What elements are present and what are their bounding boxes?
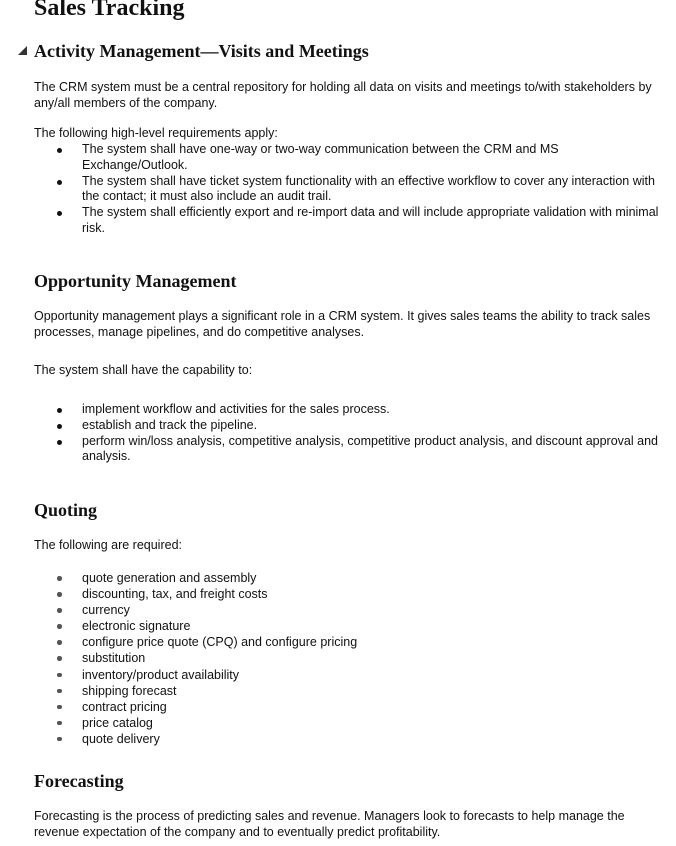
list-item bbox=[34, 602, 664, 618]
activity-requirements-lead: The following high-level requirements apply: bbox=[34, 126, 278, 140]
list-item-text: inventory/product availability bbox=[82, 667, 240, 682]
list-item-text: contract pricing bbox=[82, 699, 167, 714]
list-item bbox=[34, 174, 664, 206]
bullet-icon bbox=[57, 440, 62, 445]
quoting-requirements-list bbox=[34, 570, 664, 747]
quoting-requirements-lead: The following are required: bbox=[34, 538, 182, 552]
list-item bbox=[34, 434, 664, 466]
list-item-text: substitution bbox=[82, 651, 146, 666]
list-item-text: configure price quote (CPQ) and configure pricing bbox=[82, 635, 358, 650]
list-item-text: The system shall have ticket system functionality with an effective workflow to cover any interaction with the contact; it must also include an audit trail. bbox=[82, 173, 655, 204]
list-item bbox=[34, 667, 664, 683]
list-item bbox=[34, 402, 664, 418]
list-item bbox=[34, 205, 664, 237]
list-item bbox=[34, 699, 664, 715]
list-item bbox=[34, 650, 664, 666]
list-item bbox=[34, 634, 664, 650]
bullet-icon bbox=[57, 592, 62, 597]
bullet-icon bbox=[57, 180, 62, 185]
opportunity-intro-paragraph: Opportunity management plays a significant role in a CRM system. It gives sales teams the ability to track sales processes, manage pipelines, and do competitive analyses. bbox=[34, 309, 651, 339]
page-title: Sales Tracking bbox=[34, 0, 185, 21]
bullet-icon bbox=[57, 656, 62, 661]
section-heading-opportunity-management: Opportunity Management bbox=[34, 271, 237, 291]
bullet-icon bbox=[57, 737, 62, 742]
list-item bbox=[34, 570, 664, 586]
bullet-icon bbox=[57, 148, 62, 153]
collapse-triangle-icon[interactable] bbox=[18, 46, 27, 55]
opportunity-capability-list bbox=[34, 402, 664, 465]
list-item bbox=[34, 618, 664, 634]
bullet-icon bbox=[57, 424, 62, 429]
bullet-icon bbox=[57, 689, 62, 694]
list-item bbox=[34, 142, 664, 174]
bullet-icon bbox=[57, 408, 62, 413]
list-item bbox=[34, 586, 664, 602]
list-item-text: The system shall efficiently export and re-import data and will include appropriate validation with minimal risk. bbox=[82, 205, 659, 235]
bullet-icon bbox=[57, 576, 62, 581]
list-item-text: electronic signature bbox=[82, 619, 191, 634]
bullet-icon bbox=[57, 640, 62, 645]
list-item-text: The system shall have one-way or two-way communication between the CRM and MS Exchange/Outlook. bbox=[82, 142, 559, 172]
list-item-text: shipping forecast bbox=[82, 683, 177, 698]
bullet-icon bbox=[57, 721, 62, 726]
section-heading-forecasting: Forecasting bbox=[34, 771, 124, 791]
list-item bbox=[34, 683, 664, 699]
list-item-text: discounting, tax, and freight costs bbox=[82, 587, 268, 602]
list-item-text: currency bbox=[82, 603, 130, 618]
activity-intro-paragraph: The CRM system must be a central repository for holding all data on visits and meetings to/with stakeholders by any/all members of the company. bbox=[34, 80, 652, 110]
list-item-text: implement workflow and activities for the sales process. bbox=[82, 402, 390, 416]
list-item-text: price catalog bbox=[82, 715, 153, 730]
list-item-text: perform win/loss analysis, competitive analysis, competitive product analysis, and discount approval and analysis. bbox=[82, 433, 658, 464]
list-item-text: quote generation and assembly bbox=[82, 571, 257, 585]
bullet-icon bbox=[57, 705, 62, 710]
list-item bbox=[34, 731, 664, 747]
bullet-icon bbox=[57, 673, 62, 678]
list-item-text: establish and track the pipeline. bbox=[82, 417, 258, 432]
list-item bbox=[34, 418, 664, 434]
activity-requirements-list bbox=[34, 142, 664, 237]
bullet-icon bbox=[57, 624, 62, 629]
section-heading-activity-management: Activity Management—Visits and Meetings bbox=[34, 41, 369, 61]
bullet-icon bbox=[57, 608, 62, 613]
list-item-text: quote delivery bbox=[82, 731, 160, 746]
list-item bbox=[34, 715, 664, 731]
opportunity-capability-lead: The system shall have the capability to: bbox=[34, 363, 253, 377]
section-heading-quoting: Quoting bbox=[34, 500, 98, 520]
forecasting-intro-paragraph: Forecasting is the process of predicting sales and revenue. Managers look to forecasts to help manage the revenue expectation of the company and to eventually predict profitability. bbox=[34, 809, 625, 839]
bullet-icon bbox=[57, 211, 62, 216]
